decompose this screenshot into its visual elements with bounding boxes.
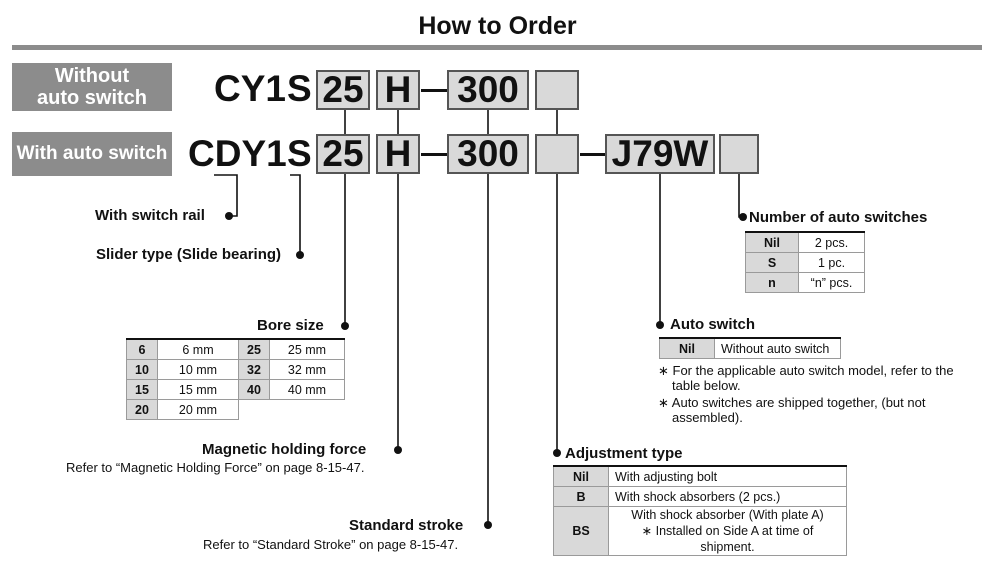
stroke-label: Standard stroke (349, 517, 464, 534)
tag-line-2: auto switch (36, 87, 147, 109)
magnetic-dot (394, 446, 402, 454)
auto-switch-table (659, 337, 841, 359)
magnetic-ref: Refer to “Magnetic Holding Force” on page 8-15-47. (66, 460, 365, 475)
adjustment-table (553, 465, 847, 556)
table-row: 6 6 mm 25 25 mm (127, 339, 345, 360)
note-line: assembled). (672, 410, 743, 425)
table-row: Nil With adjusting bolt (554, 466, 847, 487)
note-line: table below. (672, 378, 741, 393)
note-line: ∗ For the applicable auto switch model, refer to the (658, 363, 954, 378)
auto-switch-label: Auto switch (670, 316, 755, 333)
num-switches-label: Number of auto switches (749, 209, 928, 226)
table-row: Nil Without auto switch (660, 338, 841, 359)
bore-size-dot (341, 322, 349, 330)
row1-holding-box: H (376, 70, 420, 110)
row1-prefix: CY1 (214, 68, 286, 109)
adjustment-dot (553, 449, 561, 457)
row1-stroke-box: 300 (447, 70, 529, 110)
table-row: Nil 2 pcs. (746, 232, 865, 253)
table-row: n “n” pcs. (746, 273, 865, 293)
note-line: ∗ Auto switches are shipped together, (but not (658, 395, 926, 410)
row2-stroke-box: 300 (447, 134, 529, 174)
num-switches-dot (739, 213, 747, 221)
table-row: 10 10 mm 32 32 mm (127, 360, 345, 380)
row2-slider: S (287, 133, 312, 174)
row2-prefix: CDY1 (188, 133, 287, 174)
switch-rail-dot (225, 212, 233, 220)
row1-bore-box: 25 (316, 70, 370, 110)
magnetic-label: Magnetic holding force (202, 441, 367, 458)
table-row: S 1 pc. (746, 253, 865, 273)
switch-rail-label: With switch rail (95, 207, 205, 224)
tag-line-1: Without (54, 65, 130, 87)
adjustment-label: Adjustment type (565, 445, 683, 462)
row2-switch-box: J79W (605, 134, 715, 174)
row2-bore-box: 25 (316, 134, 370, 174)
bore-size-table (126, 338, 345, 420)
table-row: 15 15 mm 40 40 mm (127, 380, 345, 400)
bore-size-label: Bore size (257, 317, 324, 334)
table-row: B With shock absorbers (2 pcs.) (554, 487, 847, 507)
auto-switch-notes (658, 363, 982, 425)
row1-slider: S (287, 68, 312, 109)
table-row: BS With shock absorber (With plate A) ∗ Installed on Side A at time of shipment. (554, 507, 847, 556)
auto-switch-dot (656, 321, 664, 329)
stroke-ref: Refer to “Standard Stroke” on page 8-15-47. (203, 537, 459, 552)
slider-type-dot (296, 251, 304, 259)
table-row: 20 20 mm (127, 400, 345, 420)
tag-with-auto-switch: With auto switch (12, 132, 172, 176)
num-switches-table (745, 231, 865, 293)
stroke-dot (484, 521, 492, 529)
row2-holding-box: H (376, 134, 420, 174)
slider-type-label: Slider type (Slide bearing) (96, 246, 282, 263)
page-title: How to Order (418, 12, 577, 40)
